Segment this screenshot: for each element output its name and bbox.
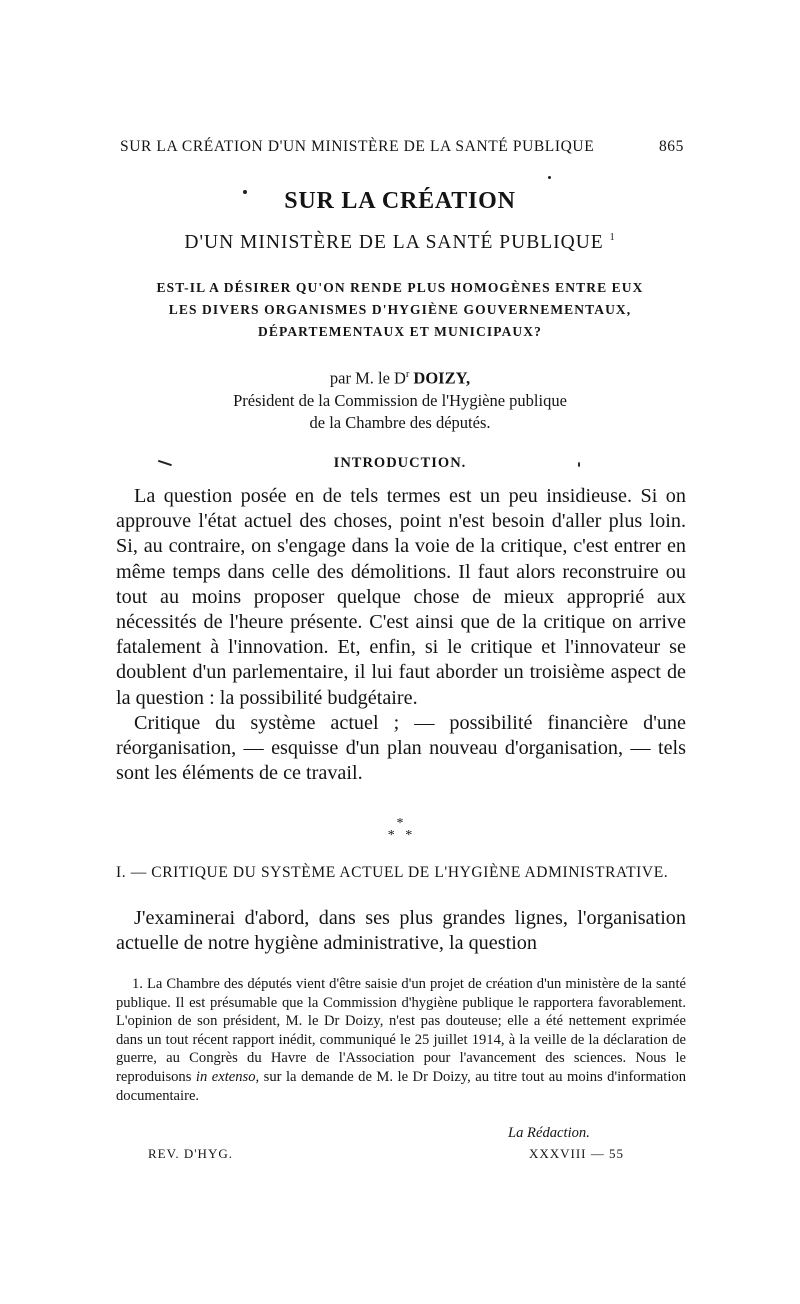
footnote-italic-phrase: in extenso, [195, 1068, 260, 1085]
asterism-bottom: * * [387, 828, 413, 843]
author-role-continued: de la Chambre des députés. [309, 412, 491, 432]
volume-signature: XXXVIII — 55 [528, 1146, 624, 1161]
article-title-line2-text: D'UN MINISTÈRE DE LA SANTÉ PUBLIQUE [184, 232, 604, 253]
article-title: SUR LA CRÉATION [284, 188, 516, 214]
paragraph: J'examinerai d'abord, dans ses plus grandes lignes, l'organisation actuelle de notre hygiène administrative, la question [116, 907, 686, 955]
author-name: DOIZY, [413, 368, 471, 388]
paragraph: Critique du système actuel ; — possibilité financière d'une réorganisation, — esquisse d'un plan nouveau d'organisation, — tels sont les éléments de ce travail. [116, 711, 686, 785]
page-number: 865 [658, 138, 684, 155]
introduction-body [116, 484, 686, 786]
subtitle-line: LES DIVERS ORGANISMES D'HYGIÈNE GOUVERNEMENTAUX, [168, 302, 632, 317]
author-role: Président de la Commission de l'Hygiène publique [233, 390, 567, 410]
author-prefix: par M. le D [329, 368, 406, 388]
paragraph: La question posée en de tels termes est un peu insidieuse. Si on approuve l'état actuel des choses, point n'est besoin d'aller plus loin. Si, au contraire, on s'engage dans la voie de la critique, c'est entrer en même temps dans celle des démolitions. Il faut alors reconstruire ou tout au moins proposer quelque chose de mieux approprié aux nécessités de l'heure présente. C'est ainsi que de la critique on arrive fatalement à l'innovation. Et, enfin, si le critique et l'innovateur se doublent d'un parlementaire, il lui faut aborder un troisième aspect de la question : la possibilité budgétaire. [116, 485, 686, 709]
journal-abbrev: REV. D'HYG. [148, 1146, 233, 1161]
footnote-text-start: 1. La Chambre des députés vient d'être saisie d'un projet de création d'un ministère de la santé publique. Il est présumable que la Commission d'hygiène publique le rapportera favorablement. L'opinion de son président, M. le Dr Doizy, n'est pas douteuse; elle a été nettement exprimée dans un tout récent rapport inédit, communiqué le 25 juillet 1914, à la veille de la déclaration de guerre, au Congrès du Havre de l'Association pour l'avancement des sciences. Nous le reproduisons [116, 976, 686, 1085]
title-footnote-mark: 1 [609, 232, 616, 243]
running-head [120, 138, 684, 156]
subtitle-line: EST-IL A DÉSIRER QU'ON RENDE PLUS HOMOGÈNES ENTRE EUX [156, 280, 644, 295]
section-body [116, 906, 686, 956]
page-footer [148, 1146, 624, 1162]
running-head-title: SUR LA CRÉATION D'UN MINISTÈRE DE LA SANTÉ PUBLIQUE [120, 138, 595, 155]
author-byline [0, 364, 800, 390]
footnote-text-end: sur la demande de M. le Dr Doizy, au titre tout au moins d'information documentaire. [116, 1068, 686, 1104]
article-title-line2 [0, 232, 800, 254]
section-heading: I. — CRITIQUE DU SYSTÈME ACTUEL DE L'HYGIÈNE ADMINISTRATIVE. [116, 864, 669, 881]
footnote-signature: La Rédaction. [508, 1125, 590, 1141]
asterism-top: * [396, 816, 404, 831]
footnote-text [116, 975, 686, 1105]
scan-speck [243, 190, 247, 194]
author-block [0, 364, 800, 434]
subtitle-line: DÉPARTEMENTAUX ET MUNICIPAUX? [258, 324, 542, 339]
article-subtitle [110, 277, 690, 343]
scan-speck [548, 176, 551, 179]
introduction-heading: INTRODUCTION. [333, 455, 467, 471]
asterism-divider [0, 818, 800, 842]
author-title-sup: r [405, 369, 410, 380]
scan-speck [578, 462, 580, 467]
footnote [116, 975, 686, 1141]
